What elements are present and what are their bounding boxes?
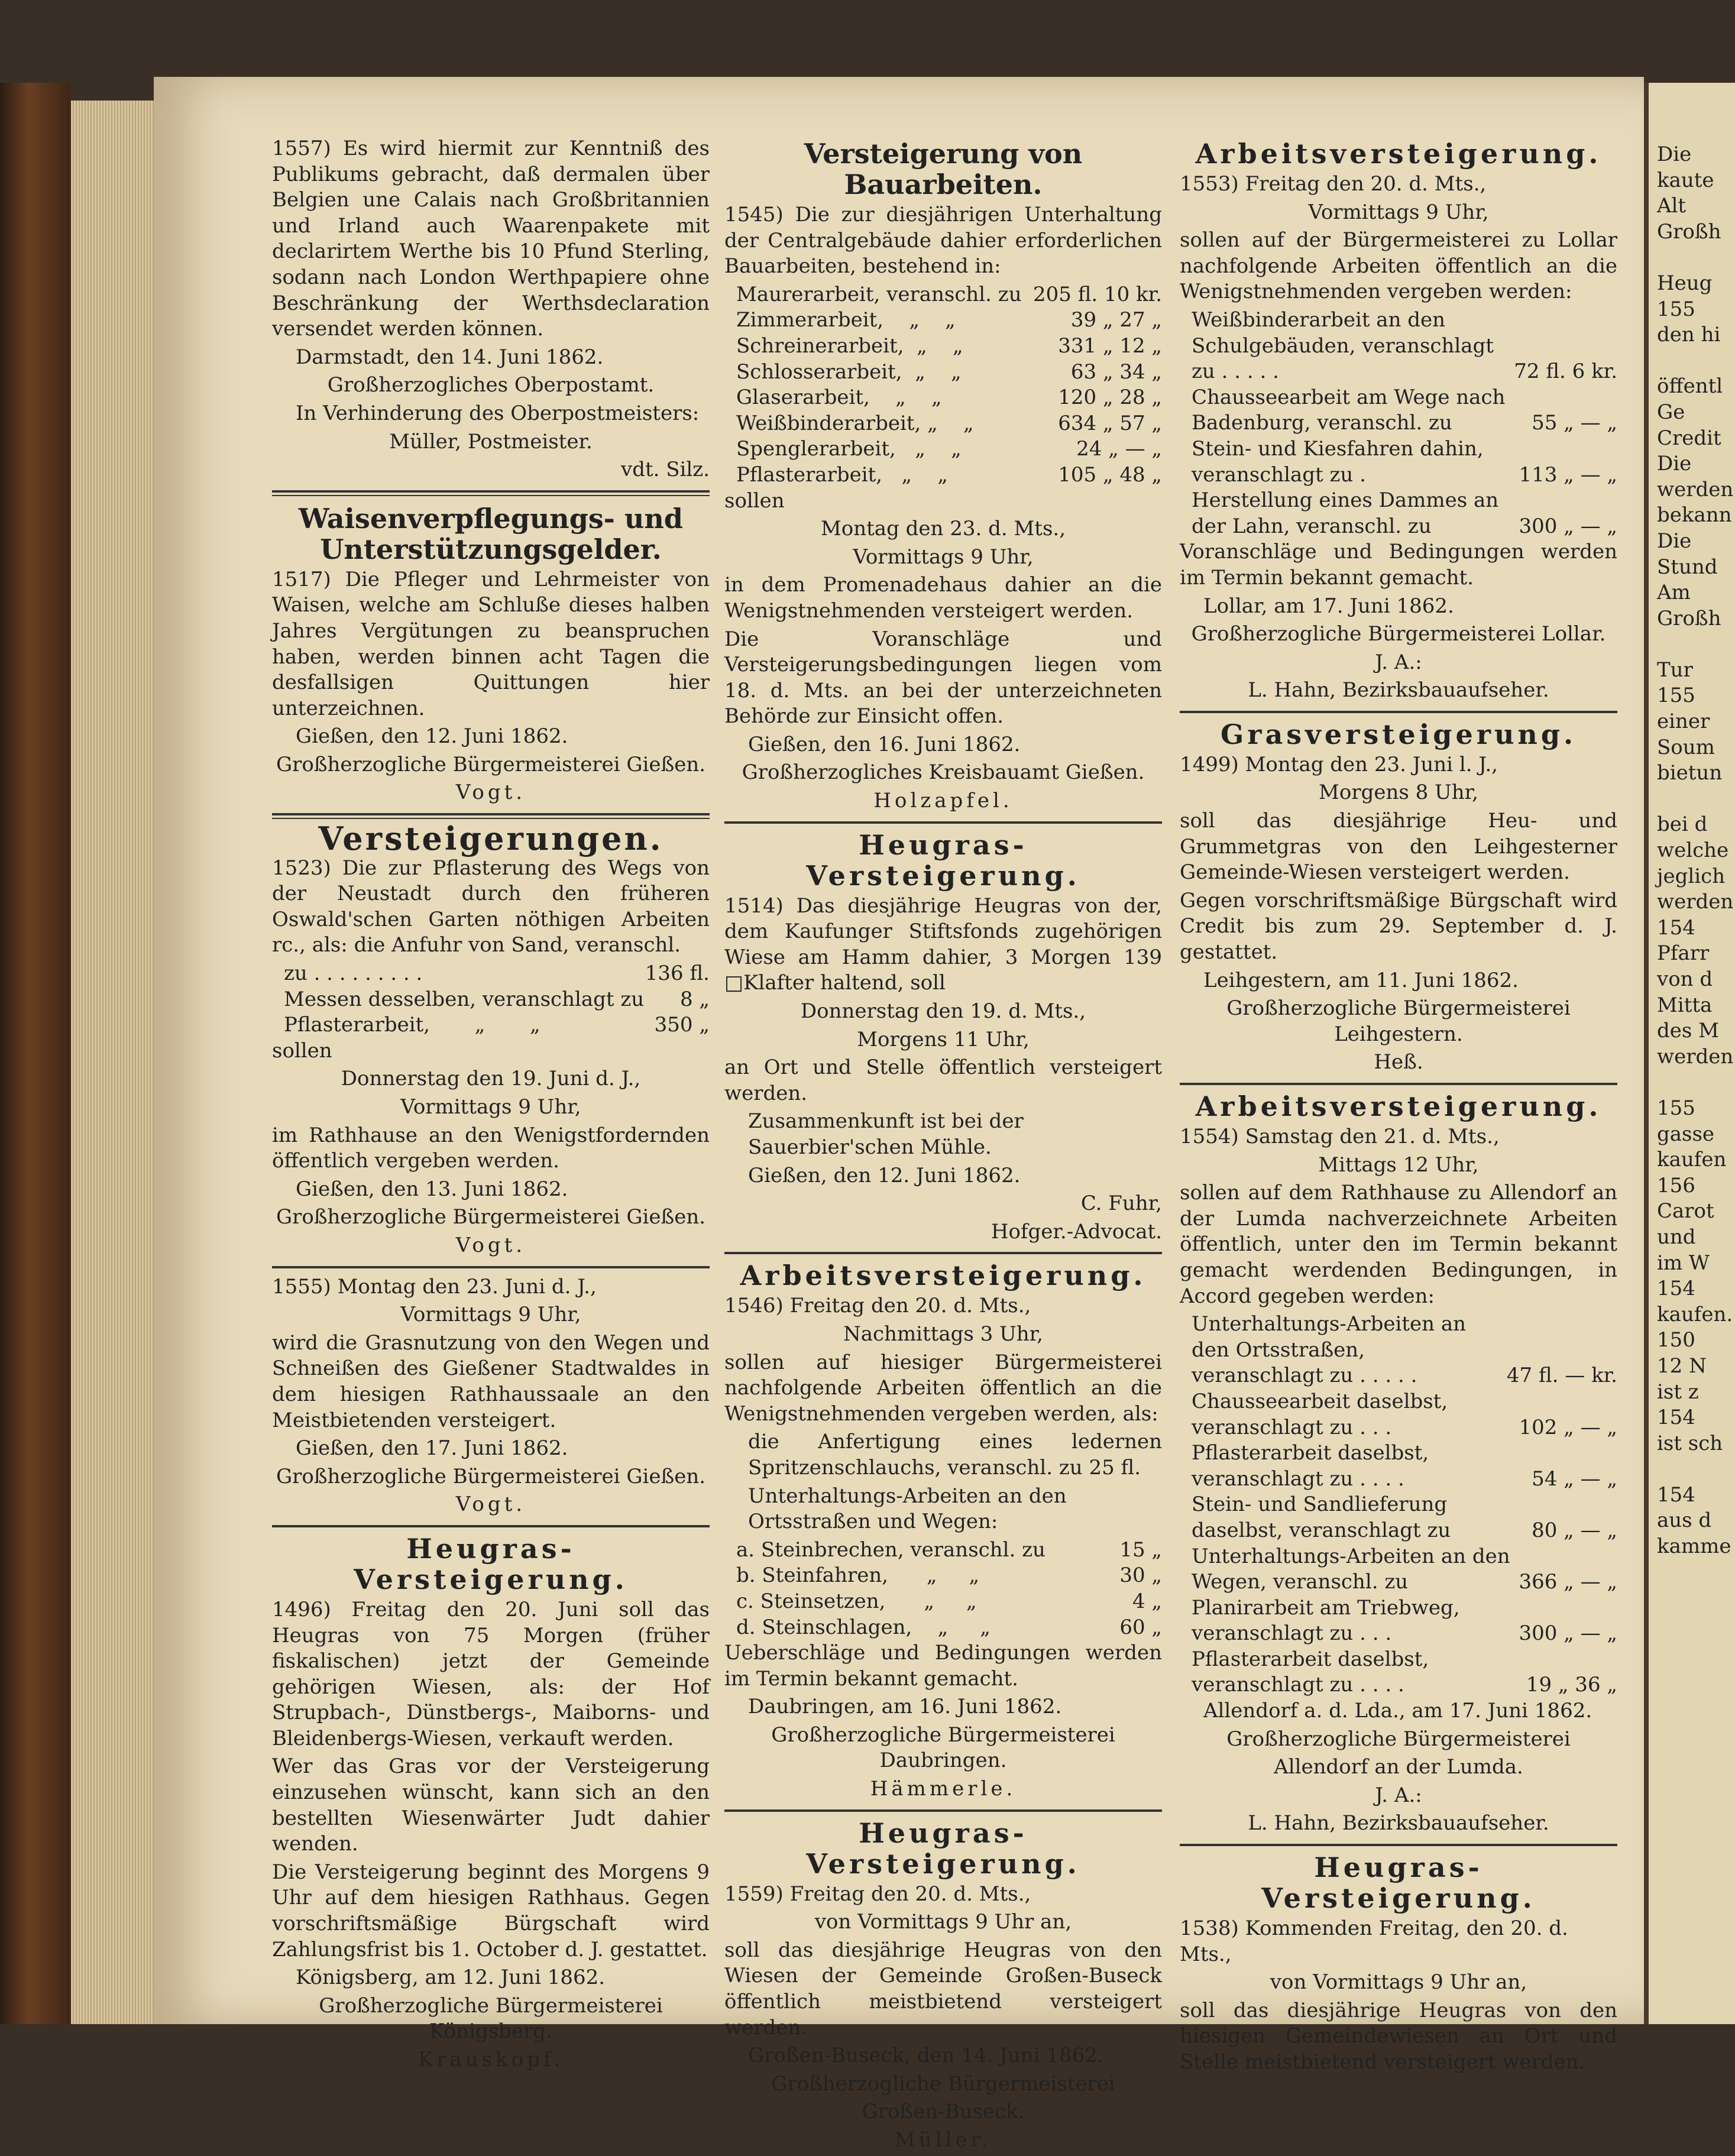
cost-value: 80 „ — „ (1532, 1518, 1617, 1542)
cost-label: Pflasterarbeit daselbst, veranschlagt zu . . . . (1192, 1647, 1429, 1697)
notice-1553-time: Vormittags 9 Uhr, (1308, 200, 1489, 224)
cost-row (724, 282, 1162, 308)
notice-1523-time: Vormittags 9 Uhr, (400, 1095, 581, 1119)
section-title-heugras: Heugras-Versteigerung. (354, 1532, 628, 1595)
notice-1514-date: Donnerstag den 19. d. Mts., (800, 999, 1086, 1024)
section-title-gras: Grasversteigerung. (1220, 718, 1577, 750)
notice-1554-ia: J. A.: (1375, 1783, 1422, 1807)
column-right (1180, 136, 1617, 2078)
next-page-fragment: im W (1657, 1251, 1710, 1275)
cost-value: 205 fl. 10 kr. (1033, 282, 1162, 306)
notice-1523-body: im Rathhause an den Wenigstfordernden öffentlich vergeben werden. (272, 1123, 710, 1173)
cost-row (724, 411, 1162, 437)
cost-label: Spenglerarbeit, „ „ (736, 437, 962, 461)
next-page-fragment: 154 (1657, 1406, 1695, 1430)
notice-1517-signature: Vogt. (455, 781, 526, 805)
notice-1538-date: 1538) Kommenden Freitag, den 20. d. Mts., (1180, 1917, 1568, 1966)
cost-value: 350 „ (654, 1013, 710, 1037)
next-page-fragment: werden (1657, 477, 1734, 501)
notice-1557-authority: Großherzogliches Oberpostamt. (327, 373, 655, 397)
cost-label: Chausseearbeit am Wege nach Badenburg, veranschl. zu (1192, 385, 1506, 435)
cost-label: Stein- und Sandlieferung daselbst, veranschlagt zu (1192, 1493, 1451, 1542)
notice-1546-authority: Großherzogliche Bürgermeisterei Daubringen. (771, 1723, 1115, 1773)
notice-1538-time: von Vormittags 9 Uhr an, (1270, 1970, 1527, 1995)
cost-row (1180, 488, 1617, 539)
section-divider (724, 1252, 1162, 1254)
next-page-fragment: Carot (1657, 1199, 1714, 1223)
notice-1546-time: Nachmittags 3 Uhr, (843, 1322, 1043, 1346)
section-title-heugras: Heugras-Versteigerung. (1261, 1851, 1536, 1915)
notice-1545-place-date: Gießen, den 16. Juni 1862. (748, 732, 1021, 756)
cost-label: Zimmerarbeit, „ „ (736, 308, 956, 332)
next-page-fragment: werden (1657, 1044, 1734, 1069)
next-page-fragment: Ge (1657, 400, 1685, 424)
notice-1545-date: Montag den 23. d. Mts., (820, 517, 1066, 541)
section-title-versteigerungen: Versteigerungen. (318, 820, 663, 858)
section-divider (272, 813, 710, 819)
notice-1496-place-date: Königsberg, am 12. Juni 1862. (296, 1966, 606, 1990)
cost-row (724, 334, 1162, 360)
cost-row (1180, 1647, 1617, 1698)
cost-row (272, 1012, 710, 1038)
notice-1559-date: 1559) Freitag den 20. d. Mts., (724, 1882, 1031, 1906)
next-page-fragment: Großh (1657, 606, 1721, 630)
notice-1553-place-date: Lollar, am 17. Juni 1862. (1203, 594, 1454, 618)
cost-label: Pflasterarbeit, „ „ (284, 1013, 540, 1037)
notice-1554-date: 1554) Samstag den 21. d. Mts., (1180, 1125, 1500, 1148)
cost-value: 4 „ (1132, 1589, 1162, 1613)
cost-value: 54 „ — „ (1532, 1467, 1617, 1491)
next-page-fragment: bekann (1657, 503, 1732, 527)
section-divider (272, 490, 710, 496)
column-middle (724, 136, 1162, 2156)
section-divider (1180, 711, 1617, 713)
notice-1559-signature: Müller. (895, 2128, 992, 2152)
cost-value: 72 fl. 6 kr. (1514, 360, 1617, 384)
cost-row (724, 1563, 1162, 1589)
cost-value: 102 „ — „ (1519, 1415, 1617, 1439)
cost-value: 30 „ (1119, 1563, 1162, 1588)
next-page-fragment: öffentl (1657, 374, 1723, 399)
next-page-fragment: Mitta (1657, 993, 1713, 1017)
notice-1553-authority: Großherzogliche Bürgermeisterei Lollar. (1191, 622, 1606, 646)
cost-row (1180, 436, 1617, 488)
book-binding (0, 83, 71, 2024)
cost-value: 39 „ 27 „ (1070, 308, 1162, 332)
notice-1557-signature: Müller, Postmeister. (389, 429, 593, 454)
notice-1553-signature: L. Hahn, Bezirksbauaufseher. (1248, 678, 1549, 703)
cost-value: 47 fl. — kr. (1506, 1364, 1617, 1388)
notice-1545-body: in dem Promenadehaus dahier an die Wenigstnehmenden versteigert werden. (724, 573, 1162, 623)
cost-value: 15 „ (1119, 1537, 1162, 1562)
notice-1554-authority: Großherzogliche Bürgermeisterei (1226, 1727, 1571, 1751)
section-divider (724, 1809, 1162, 1812)
notice-1499-body: soll das diesjährige Heu- und Grummetgras von den Leihgesterner Gemeinde-Wiesen versteigert werden. (1180, 809, 1617, 885)
next-page-fragment (1649, 1070, 1735, 1096)
cost-row (724, 307, 1162, 334)
notice-1546-date: 1546) Freitag den 20. d. Mts., (724, 1294, 1031, 1318)
notice-1555-date: 1555) Montag den 23. Juni d. J., (272, 1274, 597, 1299)
section-title-arbeit: Arbeitsversteigerung. (1195, 1090, 1602, 1122)
notice-1554-signature: L. Hahn, Bezirksbauaufseher. (1248, 1811, 1549, 1835)
notice-1517-authority: Großherzogliche Bürgermeisterei Gießen. (276, 752, 706, 776)
notice-1545-signature: Holzapfel. (873, 789, 1013, 813)
next-page-fragment: kaufen. (1657, 1302, 1733, 1326)
section-title-arbeit: Arbeitsversteigerung. (1195, 138, 1602, 170)
next-page-fragment: 154 (1657, 915, 1695, 940)
notice-1557-vdt: vdt. Silz. (620, 458, 710, 482)
notice-1514-meeting: Zusammenkunft ist bei der Sauerbier'schen Mühle. (748, 1109, 1024, 1159)
notice-1554-body: sollen auf dem Rathhause zu Allendorf an der Lumda nachverzeichnete Arbeiten öffentlich, unter den im Termin bekannt gemacht werdenden Bedingungen, in Accord gegeben werden: (1180, 1181, 1617, 1308)
section-title-heugras: Heugras-Versteigerung. (806, 1817, 1080, 1880)
notice-1546-conditions: Ueberschläge und Bedingungen werden im Termin bekannt gemacht. (724, 1641, 1162, 1691)
notice-1514-place-date: Gießen, den 12. Juni 1862. (748, 1163, 1021, 1187)
next-page-fragment: Großh (1657, 219, 1721, 244)
next-page-fragment: aus d (1657, 1508, 1712, 1533)
next-page-fragment: Stund (1657, 555, 1718, 579)
notice-1559-authority: Großherzogliche Bürgermeisterei (771, 2071, 1115, 2096)
next-page-fragment: einer (1657, 710, 1710, 734)
cost-value: 136 fl. (645, 962, 710, 986)
notice-1557-deputy-note: In Verhinderung des Oberpostmeisters: (296, 401, 700, 425)
cost-label: Schreinerarbeit, „ „ (736, 334, 963, 358)
notice-1545-time: Vormittags 9 Uhr, (853, 545, 1034, 569)
next-page-fragment: Die (1657, 143, 1692, 166)
notice-1523-line: sollen (272, 1038, 332, 1063)
next-page-fragment (1649, 245, 1735, 271)
next-page-fragment: 154 (1657, 1482, 1695, 1507)
section-title-arbeit: Arbeitsversteigerung. (740, 1260, 1147, 1292)
column-left (272, 136, 710, 2076)
cost-label: c. Steinsetzen, „ „ (736, 1589, 977, 1613)
notice-1557-body: 1557) Es wird hiermit zur Kenntniß des Publikums gebracht, daß dermalen über Belgien une Calais nach Großbritannien und Irland auch Waarenpakete mit declarirtem Werthe bis 10 Pfund Sterling, sodann nach London Werthpapiere ohne Beschränkung der Werthsdeclaration versendet werden können. (272, 137, 710, 341)
next-page-fragment: kamme (1657, 1535, 1731, 1559)
notice-1499-place-date: Leihgestern, am 11. Juni 1862. (1203, 968, 1519, 992)
next-page-fragment: und (1657, 1225, 1696, 1249)
cost-row (724, 360, 1162, 386)
next-page-fragment: jeglich (1657, 864, 1726, 888)
notice-1559-time: von Vormittags 9 Uhr an, (814, 1910, 1072, 1934)
cost-value: 60 „ (1119, 1615, 1162, 1639)
cost-label: Planirarbeit am Triebweg, veranschlagt zu . . . (1192, 1595, 1460, 1646)
cost-label: Maurerarbeit, veranschl. zu (736, 282, 1022, 306)
next-page-fragment: Am (1657, 581, 1691, 605)
cost-label: Glaserarbeit, „ „ (736, 386, 942, 410)
cost-row (1180, 385, 1617, 436)
notice-1545-line: sollen (724, 488, 785, 513)
page-block-edge (71, 101, 160, 2024)
cost-label: Messen desselben, veranschlagt zu (284, 987, 645, 1011)
notice-1553-ia: J. A.: (1375, 650, 1422, 674)
notice-1514-signature: C. Fuhr, (1080, 1192, 1162, 1216)
cost-label: Weißbinderarbeit, „ „ (736, 411, 974, 435)
cost-value: 24 „ — „ (1076, 437, 1162, 461)
cost-value: 63 „ 34 „ (1070, 360, 1162, 384)
cost-value: 366 „ — „ (1519, 1570, 1617, 1594)
notice-1523-authority: Großherzogliche Bürgermeisterei Gießen. (276, 1205, 706, 1229)
cost-value: 120 „ 28 „ (1058, 386, 1162, 410)
next-page-fragment: Die (1657, 529, 1692, 553)
notice-1496-body: 1496) Freitag den 20. Juni soll das Heugras von 75 Morgen (früher fiskalischen) jetzt der Gemeinde gehörigen Wiesen, als: der Hof Strupbach-, Dünstbergs-, Maiborns- und Bleidenbergs-Wiesen, verkauft werden. (272, 1597, 710, 1750)
notice-1553-conditions: Voranschläge und Bedingungen werden im Termin bekannt gemacht. (1180, 540, 1617, 590)
notice-1545-intro: 1545) Die zur diesjährigen Unterhaltung der Centralgebäude dahier erforderlichen Bauarbeiten, bestehend in: (724, 203, 1162, 279)
section-title-bauarbeiten: Versteigerung von Bauarbeiten. (804, 138, 1083, 200)
notice-1546-item: die Anfertigung eines ledernen Spritzenschlauchs, veranschl. zu 25 fl. (748, 1430, 1162, 1480)
next-page-fragment (1649, 348, 1735, 374)
cost-label: Chausseearbeit daselbst, veranschlagt zu . . . (1192, 1389, 1448, 1439)
cost-row (1180, 1492, 1617, 1543)
notice-1555-time: Vormittags 9 Uhr, (400, 1303, 581, 1327)
notice-1514-body: 1514) Das diesjährige Heugras von der, dem Kaufunger Stiftsfonds zugehörigen Wiese am Hamm dahier, 3 Morgen 139 □Klafter haltend, soll (724, 894, 1162, 995)
notice-1499-credit: Gegen vorschriftsmäßige Bürgschaft wird Credit bis zum 29. September d. J. gestattet. (1180, 888, 1617, 964)
cost-row (1180, 1440, 1617, 1492)
notice-1559-authority-place: Großen-Buseck. (862, 2100, 1025, 2124)
cost-label: Pflasterarbeit, „ „ (736, 462, 948, 487)
cost-row (724, 1615, 1162, 1641)
next-page-fragment (1649, 786, 1735, 812)
cost-label: Unterhaltungs-Arbeiten an den Wegen, veranschl. zu (1192, 1544, 1510, 1594)
next-page-fragment: 12 N (1657, 1354, 1707, 1378)
notice-1553-body: sollen auf der Bürgermeisterei zu Lollar nachfolgende Arbeiten öffentlich an die Wenigstnehmenden vergeben werden: (1180, 228, 1617, 304)
notice-1523-date: Donnerstag den 19. Juni d. J., (341, 1067, 641, 1091)
section-divider (272, 1525, 710, 1527)
notice-1499-authority: Großherzogliche Bürgermeisterei Leihgestern. (1226, 996, 1571, 1046)
section-title-heugras: Heugras-Versteigerung. (806, 828, 1080, 892)
notice-1554-authority-place: Allendorf an der Lumda. (1274, 1755, 1523, 1779)
notice-1557-place-date: Darmstadt, den 14. Juni 1862. (296, 345, 604, 369)
next-page-fragment: 156 (1657, 1173, 1695, 1197)
cost-label: zu . . . . . . . . . (284, 962, 423, 986)
notice-1546-signature: Hämmerle. (870, 1777, 1017, 1801)
notice-1514-time: Morgens 11 Uhr, (857, 1027, 1030, 1051)
notice-1514-title: Hofger.-Advocat. (990, 1219, 1162, 1244)
section-title-waisen: Waisenverpflegungs- und Unterstützungsgelder. (299, 502, 683, 565)
notice-1545-body-2: Die Voranschläge und Versteigerungsbedingungen liegen vom 18. d. Mts. an bei der unterzeichneten Behörde zur Einsicht offen. (724, 627, 1162, 729)
cost-row (1180, 1312, 1617, 1389)
notice-1496-body-2: Wer das Gras vor der Versteigerung einzusehen wünscht, kann sich an den bestellten Wiesenwärter Judt dahier wenden. (272, 1754, 710, 1856)
next-page-fragment: 155 (1657, 1096, 1695, 1120)
next-page-fragment: den hi (1657, 323, 1721, 347)
cost-value: 105 „ 48 „ (1058, 462, 1162, 487)
next-page-edge (1644, 83, 1735, 2024)
notice-1546-subhead: Unterhaltungs-Arbeiten an den Ortsstraßen und Wegen: (748, 1484, 1067, 1534)
next-page-fragment: 150 (1657, 1328, 1695, 1352)
notice-1514-body-2: an Ort und Stelle öffentlich versteigert werden. (724, 1056, 1162, 1105)
notice-1559-place-date: Großen-Buseck, den 14. Juni 1862. (748, 2044, 1104, 2068)
section-divider (1180, 1844, 1617, 1846)
notice-1499-date: 1499) Montag den 23. Juni l. J., (1180, 752, 1498, 776)
notice-1555-place-date: Gießen, den 17. Juni 1862. (296, 1436, 568, 1461)
cost-row (724, 385, 1162, 411)
cost-value: 8 „ (679, 987, 710, 1011)
next-page-fragment: welche (1657, 839, 1729, 863)
cost-row (1180, 1595, 1617, 1647)
cost-row (724, 1537, 1162, 1563)
next-page-fragment: 155 (1657, 684, 1695, 708)
cost-value: 19 „ 36 „ (1526, 1673, 1617, 1697)
cost-label: Stein- und Kiesfahren dahin, veranschlagt zu . (1192, 436, 1484, 487)
cost-label: Pflasterarbeit daselbst, veranschlagt zu . . . . (1192, 1441, 1429, 1491)
next-page-fragment: Heug (1657, 271, 1713, 295)
next-page-fragment: gasse (1657, 1122, 1715, 1146)
notice-1496-body-3: Die Versteigerung beginnt des Morgens 9 Uhr auf dem hiesigen Rathhaus. Gegen vorschriftsmäßige Bürgschaft wird Zahlungsfrist bis 1. October d. J. gestattet. (272, 1860, 710, 1961)
next-page-fragment: Tur (1657, 658, 1693, 682)
notice-1553-date: 1553) Freitag den 20. d. Mts., (1180, 172, 1487, 196)
notice-1523-place-date: Gießen, den 13. Juni 1862. (296, 1177, 568, 1201)
cost-row (1180, 1544, 1617, 1595)
cost-label: Unterhaltungs-Arbeiten an den Ortsstraßen, veranschlagt zu . . . . . (1192, 1312, 1467, 1388)
notice-1496-signature: Krauskopf. (417, 2048, 564, 2071)
next-page-fragment (1649, 1456, 1735, 1482)
next-page-fragment: bei d (1657, 812, 1708, 837)
notice-1546-place-date: Daubringen, am 16. Juni 1862. (748, 1695, 1062, 1719)
notice-1555-signature: Vogt. (455, 1493, 526, 1517)
section-divider (1180, 1083, 1617, 1085)
next-page-fragment: Credit (1657, 426, 1721, 450)
cost-label: b. Steinfahren, „ „ (736, 1563, 980, 1588)
next-page-fragment: Pfarr (1657, 941, 1710, 966)
cost-row (1180, 1389, 1617, 1440)
next-page-fragment: des M (1657, 1019, 1719, 1043)
notice-1555-body: wird die Grasnutzung von den Wegen und Schneißen des Gießener Stadtwaldes in dem hiesigen Rathhaussaale an den Meistbietenden versteigert. (272, 1330, 710, 1432)
cost-row (724, 1589, 1162, 1615)
notice-1499-time: Morgens 8 Uhr, (1319, 781, 1478, 805)
notice-1523-intro: 1523) Die zur Pflasterung des Wegs von der Neustadt durch den früheren Oswald'schen Garten nöthigen Arbeiten rc., als: die Anfuhr von Sand, veranschl. (272, 856, 710, 957)
section-divider (272, 1266, 710, 1268)
cost-row (272, 961, 710, 987)
next-page-fragment: 154 (1657, 1277, 1695, 1301)
cost-label: Schlosserarbeit, „ „ (736, 360, 962, 384)
notice-1554-place-date: Allendorf a. d. Lda., am 17. Juni 1862. (1203, 1699, 1592, 1723)
cost-label: Weißbinderarbeit an den Schulgebäuden, veranschlagt zu . . . . . (1192, 307, 1494, 384)
section-divider (724, 821, 1162, 824)
notice-1559-body: soll das diesjährige Heugras von den Wiesen der Gemeinde Großen-Buseck öffentlich meistbietend versteigert werden. (724, 1938, 1162, 2040)
next-page-fragment: Soum (1657, 735, 1715, 759)
next-page-fragment: Die (1657, 452, 1692, 476)
next-page-fragment: Alt (1657, 194, 1687, 218)
next-page-fragment: ist sch (1657, 1431, 1723, 1455)
next-page-text-fragments (1649, 83, 1735, 1560)
next-page-fragment: ist z (1657, 1380, 1699, 1404)
next-page-fragment (1649, 632, 1735, 658)
cost-value: 113 „ — „ (1519, 462, 1617, 487)
cost-row (724, 462, 1162, 488)
next-page-fragment: kaufen (1657, 1148, 1727, 1172)
cost-row (1180, 307, 1617, 385)
notice-1546-body: sollen auf hiesiger Bürgermeisterei nachfolgende Arbeiten öffentlich an die Wenigstnehmenden vergeben werden, als: (724, 1350, 1162, 1426)
next-page-fragment: 155 (1657, 297, 1695, 321)
next-page-fragment: bietun (1657, 761, 1723, 785)
cost-value: 331 „ 12 „ (1058, 334, 1162, 358)
cost-label: Herstellung eines Dammes an der Lahn, veranschl. zu (1192, 488, 1499, 538)
notice-1555-authority: Großherzogliche Bürgermeisterei Gießen. (276, 1464, 706, 1488)
notice-1554-time: Mittags 12 Uhr, (1318, 1153, 1479, 1177)
next-page-fragment: werden (1657, 890, 1734, 914)
next-page-fragment: kaute (1657, 168, 1714, 192)
cost-row (724, 436, 1162, 462)
notice-1517-body: 1517) Die Pfleger und Lehrmeister von Waisen, welche am Schluße dieses halben Jahres Vergütungen zu beanspruchen haben, werden binnen acht Tagen die desfallsigen Quittungen hier unterzeichnen. (272, 567, 710, 720)
next-page-fragment: von d (1657, 967, 1713, 991)
notice-1538-body: soll das diesjährige Heugras von den hiesigen Gemeindewiesen an Ort und Stelle meistbietend versteigert werden. (1180, 1998, 1617, 2074)
notice-1499-signature: Heß. (1374, 1050, 1423, 1074)
notice-1517-place-date: Gießen, den 12. Juni 1862. (296, 724, 568, 749)
notice-1496-authority: Großherzogliche Bürgermeisterei Königsberg. (319, 1993, 663, 2044)
notice-1523-signature: Vogt. (455, 1233, 526, 1257)
cost-label: d. Steinschlagen, „ „ (736, 1615, 990, 1639)
cost-label: a. Steinbrechen, veranschl. zu (736, 1537, 1045, 1562)
notice-1545-authority: Großherzogliches Kreisbauamt Gießen. (742, 760, 1145, 785)
cost-value: 55 „ — „ (1532, 411, 1617, 435)
cost-value: 300 „ — „ (1519, 514, 1617, 538)
cost-row (272, 987, 710, 1013)
cost-value: 634 „ 57 „ (1058, 411, 1162, 435)
cost-value: 300 „ — „ (1519, 1621, 1617, 1646)
